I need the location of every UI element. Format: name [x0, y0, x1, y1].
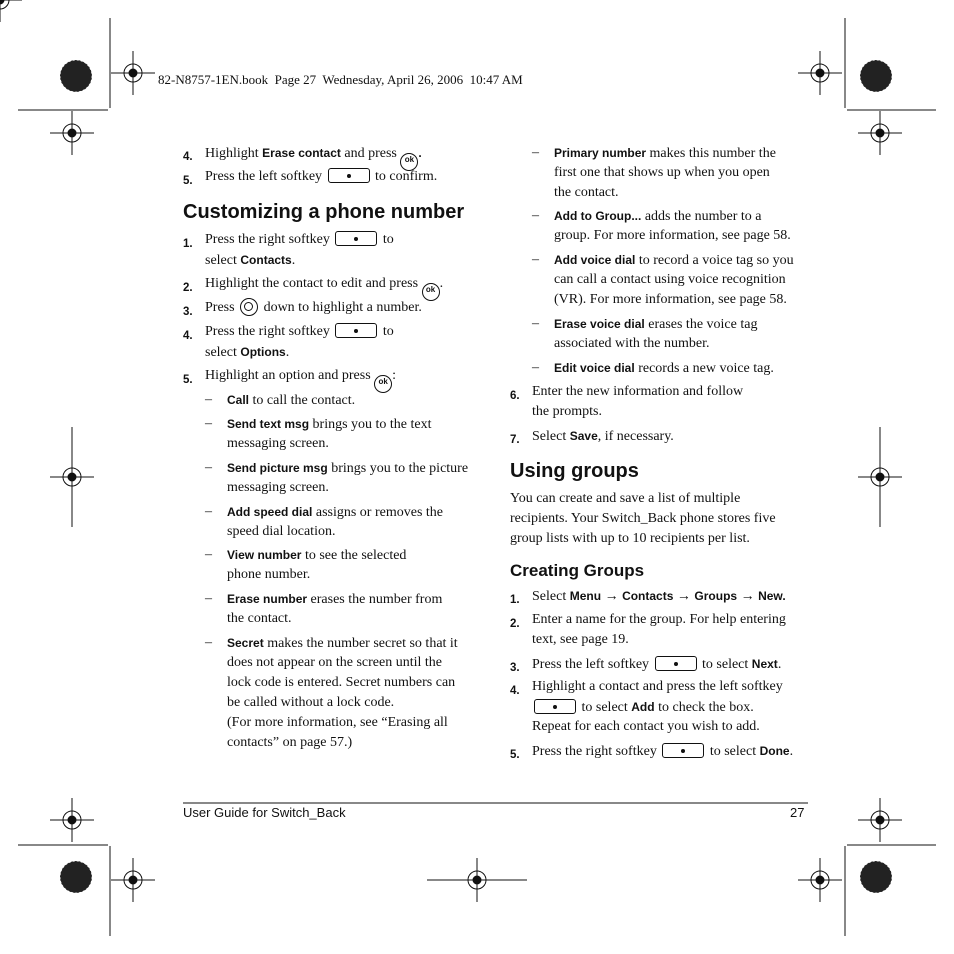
step-number: 6.: [510, 390, 520, 402]
option-text: Secret makes the number secret so that it: [227, 636, 458, 651]
option-text: Erase voice dial erases the voice tag: [554, 317, 758, 332]
option-text: Send picture msg brings you to the picture: [227, 461, 469, 476]
ok-key-icon: ok: [374, 375, 392, 393]
subsection-title: Creating Groups: [510, 561, 645, 580]
step-text: Highlight the contact to edit and press ok .: [205, 274, 443, 301]
step-text: select Options.: [205, 345, 290, 360]
bullet-dash: –: [205, 635, 212, 650]
option-text: (VR). For more information, see page 58.: [554, 292, 787, 307]
softkey-icon: [662, 743, 704, 758]
softkey-icon: [534, 699, 576, 714]
step-number: 2.: [183, 282, 193, 294]
option-text: the contact.: [554, 185, 619, 200]
option-text: associated with the number.: [554, 336, 710, 351]
step-number: 5.: [510, 749, 520, 761]
bullet-dash: –: [205, 460, 212, 475]
ok-key-icon: ok: [400, 153, 418, 171]
option-text: contacts” on page 57.): [227, 735, 353, 750]
step-text: Enter the new information and follow: [532, 384, 744, 399]
step-number: 7.: [510, 434, 520, 446]
step-text: Press down to highlight a number.: [205, 300, 422, 315]
step-number: 3.: [183, 306, 193, 318]
bullet-dash: –: [205, 547, 212, 562]
section-title: Customizing a phone number: [183, 201, 465, 223]
step-number: 5.: [183, 374, 193, 386]
step-text: Highlight a contact and press the left softkey: [532, 679, 783, 694]
option-text: messaging screen.: [227, 480, 329, 495]
option-text: speed dial location.: [227, 524, 336, 539]
bullet-dash: –: [205, 504, 212, 519]
bullet-dash: –: [532, 316, 539, 331]
option-text: does not appear on the screen until the: [227, 655, 442, 670]
step-text: Enter a name for the group. For help entering: [532, 612, 786, 627]
option-text: group. For more information, see page 58.: [554, 228, 791, 243]
option-text: (For more information, see “Erasing all: [227, 715, 448, 730]
option-text: Edit voice dial records a new voice tag.: [554, 361, 774, 376]
paragraph-line: group lists with up to 10 recipients per list.: [510, 531, 750, 546]
option-text: the contact.: [227, 611, 292, 626]
step-number: 3.: [510, 662, 520, 674]
step-text: Select Save, if necessary.: [532, 429, 674, 444]
option-text: phone number.: [227, 567, 311, 582]
step-number: 1.: [183, 238, 193, 250]
option-text: lock code is entered. Secret numbers can: [227, 675, 456, 690]
paragraph-line: You can create and save a list of multiple: [510, 491, 741, 506]
step-text: Highlight Erase contact and press ok .: [205, 143, 422, 171]
softkey-icon: [655, 656, 697, 671]
step-text: Select Menu → Contacts → Groups → New.: [532, 589, 786, 604]
option-text: messaging screen.: [227, 436, 329, 451]
option-text: first one that shows up when you open: [554, 165, 770, 180]
option-text: Primary number makes this number the: [554, 146, 776, 161]
bullet-dash: –: [205, 392, 212, 407]
option-text: Add voice dial to record a voice tag so you: [554, 253, 794, 268]
option-text: Call to call the contact.: [227, 393, 356, 408]
file-info-header: 82-N8757-1EN.book Page 27 Wednesday, April 26, 2006 10:47 AM: [158, 72, 523, 87]
step-text: Press the left softkey to confirm.: [205, 169, 438, 184]
step-text: select Contacts.: [205, 253, 296, 268]
page-number: 27: [790, 805, 805, 820]
step-number: 4.: [510, 685, 520, 697]
bullet-dash: –: [532, 252, 539, 267]
bullet-dash: –: [205, 591, 212, 606]
step-text: Highlight an option and press ok :: [205, 366, 396, 393]
footer-title: User Guide for Switch_Back: [183, 805, 346, 820]
section-title: Using groups: [510, 460, 639, 482]
step-text: the prompts.: [532, 404, 602, 419]
step-text: text, see page 19.: [532, 632, 629, 647]
step-number: 5.: [183, 175, 193, 187]
step-text: Press the right softkey to: [205, 324, 394, 339]
step-number: 4.: [183, 151, 193, 163]
option-text: be called without a lock code.: [227, 695, 395, 710]
option-text: View number to see the selected: [227, 548, 407, 563]
step-text: Repeat for each contact you wish to add.: [532, 719, 760, 734]
bullet-dash: –: [532, 145, 539, 160]
ok-key-icon: ok: [422, 283, 440, 301]
step-text: Press the right softkey to select Done.: [532, 744, 794, 759]
option-text: Erase number erases the number from: [227, 592, 443, 607]
bullet-dash: –: [532, 360, 539, 375]
step-text: to select Add to check the box.: [532, 697, 754, 718]
step-number: 2.: [510, 618, 520, 630]
step-text: Press the right softkey to: [205, 232, 394, 247]
option-text: can call a contact using voice recognition: [554, 272, 786, 287]
step-number: 1.: [510, 594, 520, 606]
bullet-dash: –: [205, 416, 212, 431]
bullet-dash: –: [532, 208, 539, 223]
paragraph-line: recipients. Your Switch_Back phone stores five: [510, 511, 776, 526]
step-number: 4.: [183, 330, 193, 342]
step-text: Press the left softkey to select Next.: [532, 657, 782, 672]
option-text: Send text msg brings you to the text: [227, 417, 432, 432]
option-text: Add to Group... adds the number to a: [554, 209, 762, 224]
option-text: Add speed dial assigns or removes the: [227, 505, 444, 520]
